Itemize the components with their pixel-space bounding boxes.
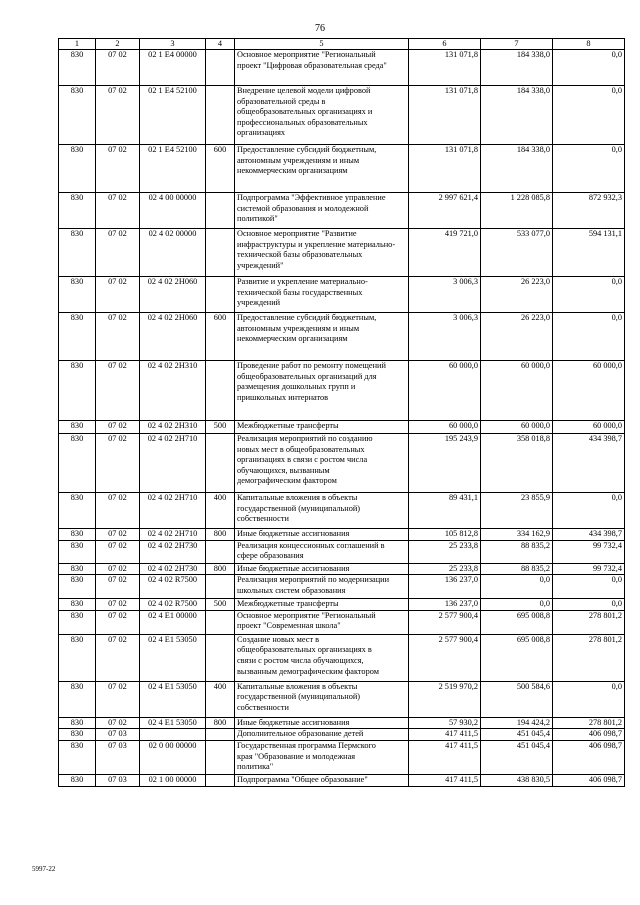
table-cell: 830 bbox=[59, 277, 96, 313]
table-cell: 07 02 bbox=[96, 599, 140, 611]
table-cell: 02 4 02 R7500 bbox=[140, 575, 206, 599]
table-cell: Реализация мероприятий по созданию новых мест в общеобразовательных организациях в связи с ростом числа обучающихся, вызванным демографическим фактором bbox=[235, 434, 409, 493]
table-cell: 02 4 02 2Н310 bbox=[140, 361, 206, 421]
table-cell bbox=[206, 50, 235, 86]
table-cell: 417 411,5 bbox=[409, 774, 481, 786]
table-cell: 23 855,9 bbox=[481, 493, 553, 529]
table-cell: Подпрограмма "Эффективное управление системой образования и молодежной политикой" bbox=[235, 193, 409, 229]
table-cell: 07 02 bbox=[96, 50, 140, 86]
col-header: 5 bbox=[235, 39, 409, 50]
table-cell: 02 4 02 2Н710 bbox=[140, 493, 206, 529]
table-row bbox=[59, 529, 625, 541]
table-row bbox=[59, 681, 625, 717]
table-cell: Иные бюджетные ассигнования bbox=[235, 563, 409, 575]
table-row bbox=[59, 774, 625, 786]
table-row bbox=[59, 634, 625, 681]
table-body bbox=[59, 50, 625, 787]
table-cell: 400 bbox=[206, 681, 235, 717]
table-cell: 02 1 E4 52100 bbox=[140, 145, 206, 193]
page-number: 76 bbox=[315, 23, 325, 34]
table-row bbox=[59, 740, 625, 774]
table-cell: 07 03 bbox=[96, 729, 140, 741]
table-cell bbox=[206, 575, 235, 599]
col-header: 2 bbox=[96, 39, 140, 50]
table-cell bbox=[206, 540, 235, 563]
table-cell: Капитальные вложения в объекты государственной (муниципальной) собственности bbox=[235, 493, 409, 529]
table-cell: 195 243,9 bbox=[409, 434, 481, 493]
table-cell: 07 02 bbox=[96, 634, 140, 681]
table-cell: 131 071,8 bbox=[409, 145, 481, 193]
table-cell: Проведение работ по ремонту помещений общеобразовательных организаций для размещения дошкольных групп и пришкольных интернатов bbox=[235, 361, 409, 421]
table-cell: 60 000,0 bbox=[481, 361, 553, 421]
table-cell: 136 237,0 bbox=[409, 575, 481, 599]
table-cell: 07 02 bbox=[96, 493, 140, 529]
table-cell: 278 801,2 bbox=[553, 717, 625, 729]
table-cell: Капитальные вложения в объекты государственной (муниципальной) собственности bbox=[235, 681, 409, 717]
table-cell: Основное мероприятие "Региональный проект "Цифровая образовательная среда" bbox=[235, 50, 409, 86]
table-cell: 3 006,3 bbox=[409, 277, 481, 313]
table-cell: 830 bbox=[59, 229, 96, 277]
table-cell: 0,0 bbox=[553, 493, 625, 529]
table-cell: 07 02 bbox=[96, 86, 140, 145]
table-cell: 88 835,2 bbox=[481, 540, 553, 563]
table-row bbox=[59, 610, 625, 634]
table-cell: 830 bbox=[59, 421, 96, 434]
table-cell: 600 bbox=[206, 145, 235, 193]
table-cell: 99 732,4 bbox=[553, 540, 625, 563]
table-cell: 07 02 bbox=[96, 610, 140, 634]
table-cell: 3 006,3 bbox=[409, 313, 481, 361]
table-cell: 07 02 bbox=[96, 277, 140, 313]
table-cell: 89 431,1 bbox=[409, 493, 481, 529]
table-cell: Основное мероприятие "Региональный проект "Современная школа" bbox=[235, 610, 409, 634]
table-cell: 131 071,8 bbox=[409, 86, 481, 145]
table-cell bbox=[206, 193, 235, 229]
table-cell: 358 018,8 bbox=[481, 434, 553, 493]
table-cell: 02 4 00 00000 bbox=[140, 193, 206, 229]
table-cell: 800 bbox=[206, 717, 235, 729]
table-cell: 07 02 bbox=[96, 313, 140, 361]
table-row bbox=[59, 599, 625, 611]
table-cell: 07 02 bbox=[96, 193, 140, 229]
table-cell: Реализация мероприятий по модернизации школьных систем образования bbox=[235, 575, 409, 599]
table-cell: 02 4 02 R7500 bbox=[140, 599, 206, 611]
table-cell: Дополнительное образование детей bbox=[235, 729, 409, 741]
table-cell: 60 000,0 bbox=[553, 361, 625, 421]
table-cell: 0,0 bbox=[553, 277, 625, 313]
table-cell: 0,0 bbox=[553, 313, 625, 361]
col-header: 3 bbox=[140, 39, 206, 50]
table-cell: 02 4 E1 53050 bbox=[140, 634, 206, 681]
table-cell: 02 0 00 00000 bbox=[140, 740, 206, 774]
table-cell: Предоставление субсидий бюджетным, автономным учреждениям и иным некоммерческим организациям bbox=[235, 145, 409, 193]
table-cell: 830 bbox=[59, 86, 96, 145]
table-cell: 500 584,6 bbox=[481, 681, 553, 717]
table-cell: 02 4 02 2Н060 bbox=[140, 313, 206, 361]
table-cell: 830 bbox=[59, 717, 96, 729]
col-header: 7 bbox=[481, 39, 553, 50]
table-cell: 02 1 E4 52100 bbox=[140, 86, 206, 145]
table-cell: Межбюджетные трансферты bbox=[235, 599, 409, 611]
table-cell: 0,0 bbox=[553, 145, 625, 193]
table-cell: 830 bbox=[59, 540, 96, 563]
table-cell bbox=[206, 277, 235, 313]
table-cell bbox=[206, 729, 235, 741]
table-cell: 434 398,7 bbox=[553, 529, 625, 541]
table-cell: 500 bbox=[206, 421, 235, 434]
table-row bbox=[59, 313, 625, 361]
table-cell: 02 4 02 00000 bbox=[140, 229, 206, 277]
table-cell: 1 228 085,8 bbox=[481, 193, 553, 229]
table-cell: 830 bbox=[59, 575, 96, 599]
table-cell: 278 801,2 bbox=[553, 610, 625, 634]
table-cell: 07 03 bbox=[96, 740, 140, 774]
table-cell: 417 411,5 bbox=[409, 740, 481, 774]
table-cell: 07 03 bbox=[96, 774, 140, 786]
table-cell: 07 02 bbox=[96, 361, 140, 421]
table-cell: 07 02 bbox=[96, 575, 140, 599]
table-cell: 60 000,0 bbox=[553, 421, 625, 434]
table-cell: 334 162,9 bbox=[481, 529, 553, 541]
table-cell: 830 bbox=[59, 563, 96, 575]
table-cell: 07 02 bbox=[96, 145, 140, 193]
table-cell: Межбюджетные трансферты bbox=[235, 421, 409, 434]
table-cell: 800 bbox=[206, 529, 235, 541]
col-header: 4 bbox=[206, 39, 235, 50]
table-cell: 830 bbox=[59, 313, 96, 361]
table-cell: 07 02 bbox=[96, 717, 140, 729]
table-cell: 25 233,8 bbox=[409, 563, 481, 575]
table-cell: 872 932,3 bbox=[553, 193, 625, 229]
table-cell: Иные бюджетные ассигнования bbox=[235, 717, 409, 729]
table-cell: 695 008,8 bbox=[481, 634, 553, 681]
table-cell: 451 045,4 bbox=[481, 729, 553, 741]
table-cell: 07 02 bbox=[96, 681, 140, 717]
table-cell: 830 bbox=[59, 529, 96, 541]
table-cell bbox=[206, 740, 235, 774]
table-cell: 60 000,0 bbox=[409, 361, 481, 421]
table-cell: 830 bbox=[59, 50, 96, 86]
table-row bbox=[59, 229, 625, 277]
table-cell: 131 071,8 bbox=[409, 50, 481, 86]
table-cell: 438 830,5 bbox=[481, 774, 553, 786]
table-cell: 02 4 02 2Н060 bbox=[140, 277, 206, 313]
table-row bbox=[59, 421, 625, 434]
col-header: 1 bbox=[59, 39, 96, 50]
table-cell: 417 411,5 bbox=[409, 729, 481, 741]
table-cell: 830 bbox=[59, 634, 96, 681]
table-row bbox=[59, 277, 625, 313]
col-header: 6 bbox=[409, 39, 481, 50]
table-cell: 0,0 bbox=[553, 599, 625, 611]
table-cell bbox=[206, 361, 235, 421]
table-cell bbox=[206, 774, 235, 786]
table-cell: 26 223,0 bbox=[481, 313, 553, 361]
table-cell: 434 398,7 bbox=[553, 434, 625, 493]
table-cell: 26 223,0 bbox=[481, 277, 553, 313]
table-cell: 02 4 02 2Н730 bbox=[140, 540, 206, 563]
table-cell: 194 424,2 bbox=[481, 717, 553, 729]
table-cell: 830 bbox=[59, 493, 96, 529]
table-cell: 02 4 E1 00000 bbox=[140, 610, 206, 634]
table-cell: 830 bbox=[59, 145, 96, 193]
table-cell: 406 098,7 bbox=[553, 774, 625, 786]
table-cell: 0,0 bbox=[553, 575, 625, 599]
table-cell bbox=[206, 86, 235, 145]
table-row bbox=[59, 717, 625, 729]
table-row bbox=[59, 50, 625, 86]
table-cell: 02 4 02 2Н710 bbox=[140, 529, 206, 541]
table-row bbox=[59, 434, 625, 493]
table-cell: 0,0 bbox=[481, 599, 553, 611]
table-cell: 830 bbox=[59, 729, 96, 741]
table-cell: 830 bbox=[59, 740, 96, 774]
table-cell: 02 1 00 00000 bbox=[140, 774, 206, 786]
table-row bbox=[59, 540, 625, 563]
table-cell: 184 338,0 bbox=[481, 86, 553, 145]
table-cell: 60 000,0 bbox=[409, 421, 481, 434]
table-cell: 60 000,0 bbox=[481, 421, 553, 434]
table-cell: 88 835,2 bbox=[481, 563, 553, 575]
table-row bbox=[59, 563, 625, 575]
table-cell: 105 812,8 bbox=[409, 529, 481, 541]
table-cell: 02 1 E4 00000 bbox=[140, 50, 206, 86]
table-cell: Основное мероприятие "Развитие инфраструктуры и укрепление материально- технической базы образовательных учреждений" bbox=[235, 229, 409, 277]
table-cell: 830 bbox=[59, 193, 96, 229]
table-cell: Подпрограмма "Общее образование" bbox=[235, 774, 409, 786]
table-cell bbox=[206, 229, 235, 277]
table-cell: 07 02 bbox=[96, 229, 140, 277]
table-cell: 800 bbox=[206, 563, 235, 575]
table-cell: 2 577 900,4 bbox=[409, 610, 481, 634]
table-cell: 406 098,7 bbox=[553, 729, 625, 741]
table-cell: 830 bbox=[59, 681, 96, 717]
table-cell: 533 077,0 bbox=[481, 229, 553, 277]
table-cell: 02 4 E1 53050 bbox=[140, 717, 206, 729]
table-cell: Предоставление субсидий бюджетным, автономным учреждениям и иным некоммерческим организациям bbox=[235, 313, 409, 361]
table-cell: Создание новых мест в общеобразовательных организациях в связи с ростом числа обучающихся, вызванным демографическим фактором bbox=[235, 634, 409, 681]
table-cell: Развитие и укрепление материально- технической базы государственных учреждений bbox=[235, 277, 409, 313]
table-cell: 07 02 bbox=[96, 421, 140, 434]
table-cell: 02 4 E1 53050 bbox=[140, 681, 206, 717]
table-row bbox=[59, 361, 625, 421]
table-cell: 184 338,0 bbox=[481, 145, 553, 193]
table-cell: 136 237,0 bbox=[409, 599, 481, 611]
table-cell: 0,0 bbox=[553, 681, 625, 717]
table-cell: Внедрение целевой модели цифровой образовательной среды в общеобразовательных организациях и профессиональных образовательных организациях bbox=[235, 86, 409, 145]
table-cell: 07 02 bbox=[96, 434, 140, 493]
table-row bbox=[59, 145, 625, 193]
table-cell: 99 732,4 bbox=[553, 563, 625, 575]
document-code: 5997-22 bbox=[32, 865, 56, 873]
col-header: 8 bbox=[553, 39, 625, 50]
table-cell: 830 bbox=[59, 599, 96, 611]
header-row bbox=[59, 39, 625, 50]
table-cell: 830 bbox=[59, 774, 96, 786]
table-row bbox=[59, 729, 625, 741]
table-cell: Иные бюджетные ассигнования bbox=[235, 529, 409, 541]
table-cell: 278 801,2 bbox=[553, 634, 625, 681]
table-row bbox=[59, 575, 625, 599]
table-cell bbox=[206, 434, 235, 493]
table-cell: 600 bbox=[206, 313, 235, 361]
table-cell: 695 008,8 bbox=[481, 610, 553, 634]
table-cell: Государственная программа Пермского края "Образование и молодежная политика" bbox=[235, 740, 409, 774]
table-cell bbox=[140, 729, 206, 741]
table-cell: 830 bbox=[59, 610, 96, 634]
table-cell: 02 4 02 2Н710 bbox=[140, 434, 206, 493]
table-cell: 0,0 bbox=[553, 50, 625, 86]
budget-table bbox=[58, 38, 625, 787]
table-row bbox=[59, 493, 625, 529]
table-cell: Реализация концессионных соглашений в сфере образования bbox=[235, 540, 409, 563]
table-cell: 25 233,8 bbox=[409, 540, 481, 563]
table-cell: 594 131,1 bbox=[553, 229, 625, 277]
table-cell: 57 930,2 bbox=[409, 717, 481, 729]
table-cell: 0,0 bbox=[553, 86, 625, 145]
table-cell: 2 577 900,4 bbox=[409, 634, 481, 681]
table-cell: 02 4 02 2Н730 bbox=[140, 563, 206, 575]
table-cell: 830 bbox=[59, 434, 96, 493]
table-cell: 02 4 02 2Н310 bbox=[140, 421, 206, 434]
table-cell: 2 519 970,2 bbox=[409, 681, 481, 717]
table-cell bbox=[206, 634, 235, 681]
table-cell: 07 02 bbox=[96, 529, 140, 541]
table-row bbox=[59, 193, 625, 229]
table-cell: 2 997 621,4 bbox=[409, 193, 481, 229]
table-cell: 07 02 bbox=[96, 563, 140, 575]
table-cell: 07 02 bbox=[96, 540, 140, 563]
table-cell: 184 338,0 bbox=[481, 50, 553, 86]
table-cell: 406 098,7 bbox=[553, 740, 625, 774]
table-cell: 830 bbox=[59, 361, 96, 421]
table-row bbox=[59, 86, 625, 145]
table-cell: 451 045,4 bbox=[481, 740, 553, 774]
table-cell: 0,0 bbox=[481, 575, 553, 599]
table-cell: 400 bbox=[206, 493, 235, 529]
table-cell: 500 bbox=[206, 599, 235, 611]
table-cell: 419 721,0 bbox=[409, 229, 481, 277]
table-cell bbox=[206, 610, 235, 634]
